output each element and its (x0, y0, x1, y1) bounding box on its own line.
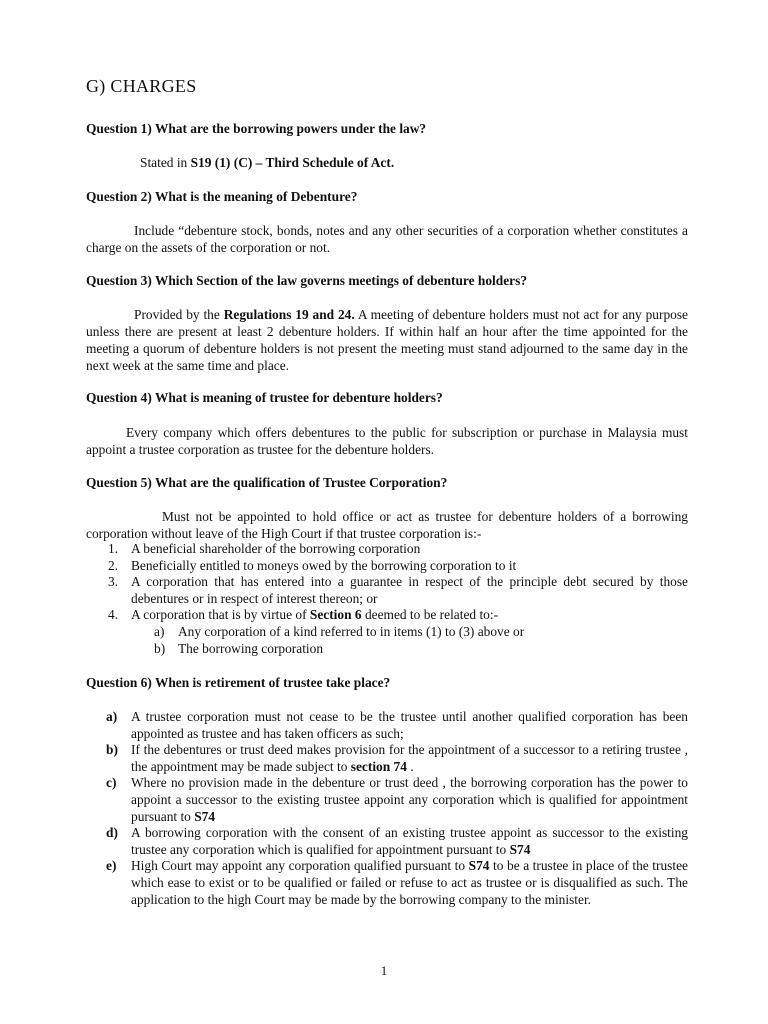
related-corporation-sublist (131, 624, 688, 657)
list-item: a) A trustee corporation must not cease to be the trustee until another qualified corporation has been appointed as trustee and has taken officers as such; (106, 709, 688, 741)
answer-1: Stated in S19 (1) (C) – Third Schedule of Act. (140, 155, 395, 170)
question-6: Question 6) When is retirement of trustee take place? (86, 675, 391, 690)
qualification-list (86, 541, 688, 657)
question-3: Question 3) Which Section of the law governs meetings of debenture holders? (86, 273, 528, 288)
question-4: Question 4) What is meaning of trustee for debenture holders? (86, 390, 443, 405)
list-item: 2. Beneficially entitled to moneys owed by the borrowing corporation to it (108, 557, 517, 573)
list-item: d) A borrowing corporation with the consent of an existing trustee appoint as successor to the existing trustee any corporation which is qualified for appointment pursuant to S74 (106, 825, 688, 857)
page-number: 1 (380, 963, 388, 978)
retirement-list (86, 709, 688, 908)
answer-2: Include “debenture stock, bonds, notes and any other securities of a corporation whether constitutes a charge on the assets of the corporation or not. (86, 223, 688, 255)
answer-3-reference: Regulations 19 and 24. (223, 307, 355, 322)
sub-list-item: a) Any corporation of a kind referred to in items (1) to (3) above or (154, 623, 525, 639)
list-item: 4. A corporation that is by virtue of Section 6 deemed to be related to:- a) Any corporation of a kind referred to in items (1) to (3) above or b) The borrowing corporation (86, 607, 688, 657)
list-item: b) If the debentures or trust deed makes provision for the appointment of a successor to a retiring trustee , the appointment may be made subject to section 74 . (106, 742, 688, 774)
answer-3: Provided by the Regulations 19 and 24. A meeting of debenture holders must not act for any purpose unless there are present at least 2 debenture holders. If within half an hour after the time appointed for the meeting a quorum of debenture holders is not present the meeting must stand adjourned to the same day in the next week at the same time and place. (86, 307, 688, 373)
answer-4: Every company which offers debentures to the public for subscription or purchase in Malaysia must appoint a trustee corporation as trustee for the debenture holders. (86, 425, 688, 457)
section-title: G) CHARGES (86, 76, 197, 96)
list-item: 1. A beneficial shareholder of the borrowing corporation (108, 541, 421, 556)
list-item: 3. A corporation that has entered into a guarantee in respect of the principle debt secured by those debentures or in respect of interest thereon; or (108, 574, 688, 606)
answer-5: Must not be appointed to hold office or act as trustee for debenture holders of a borrowing corporation without leave of the High Court if that trustee corporation is:- (86, 509, 688, 541)
question-5: Question 5) What are the qualification of Trustee Corporation? (86, 475, 448, 490)
list-item: c) Where no provision made in the debenture or trust deed , the borrowing corporation has the power to appoint a successor to the existing trustee appoint any corporation which is qualified for appointment pursuant to S74 (106, 775, 688, 824)
sub-list-item: b) The borrowing corporation (154, 640, 324, 656)
question-2: Question 2) What is the meaning of Debenture? (86, 189, 358, 204)
answer-1-reference: S19 (1) (C) – Third Schedule of Act. (190, 155, 395, 170)
list-item: e) High Court may appoint any corporation qualified pursuant to S74 to be a trustee in place of the trustee which ease to exist or to be qualified or failed or refuse to act as trustee or is disqualified as such. The application to the high Court may be made by the borrowing company to the minister. (106, 858, 688, 907)
question-1: Question 1) What are the borrowing powers under the law? (86, 121, 427, 136)
